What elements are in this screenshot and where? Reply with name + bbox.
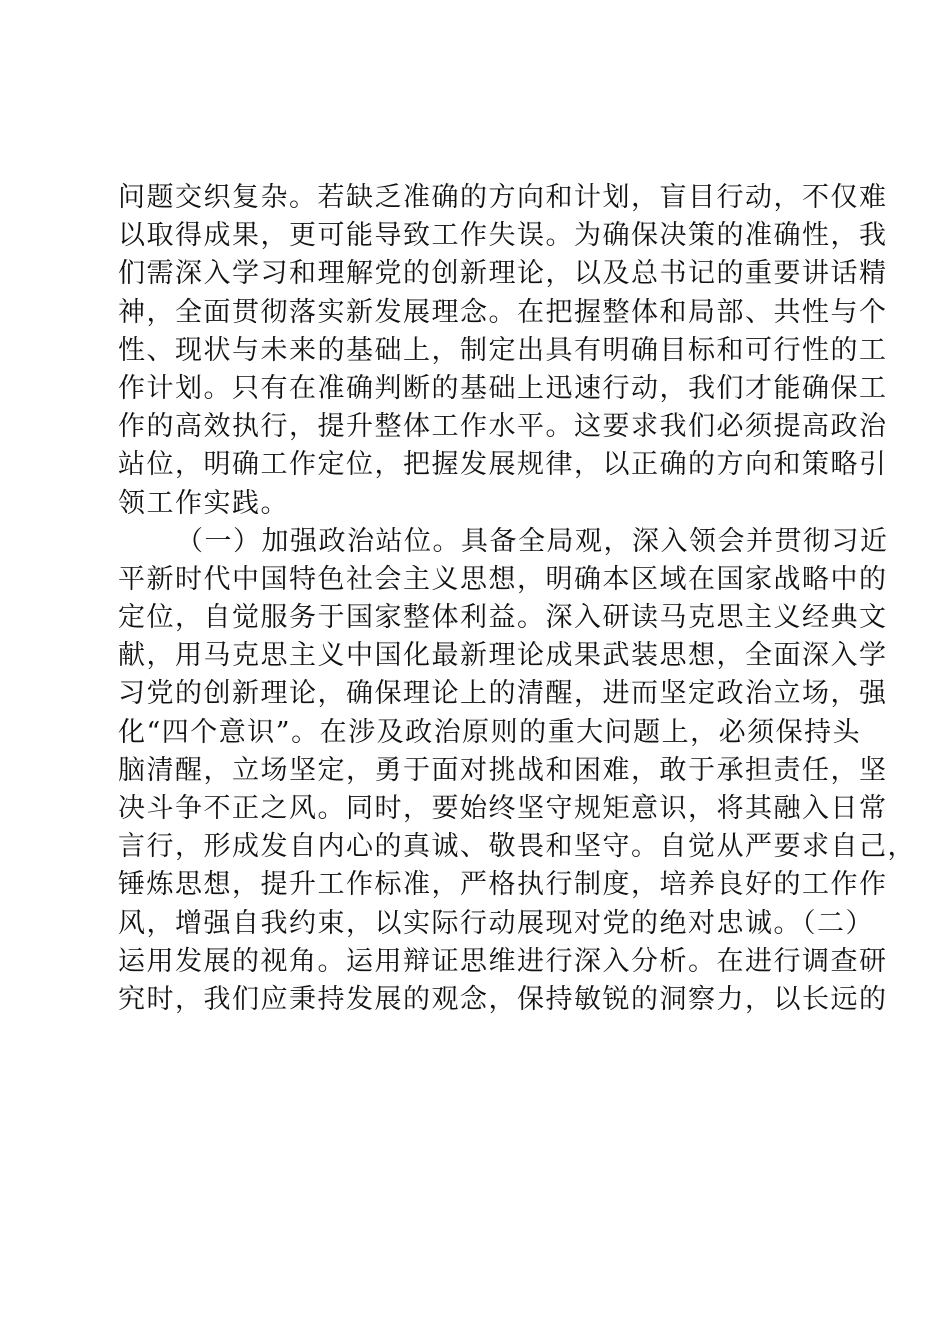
text-line: 运用发展的视角。运用辩证思维进行深入分析。在进行调查研 [118,945,888,977]
section-heading-line: （一）加强政治站位。具备全局观，深入领会并贯彻习近 [176,525,889,557]
text-line: 们需深入学习和理解党的创新理论，以及总书记的重要讲话精 [118,258,888,290]
text-line: 作的高效执行，提升整体工作水平。这要求我们必须提高政治 [118,411,888,443]
text-line: 定位，自觉服务于国家整体利益。深入研读马克思主义经典文 [118,602,888,634]
text-line: 锤炼思想，提升工作标准，严格执行制度，培养良好的工作作 [118,869,888,901]
text-line: 决斗争不正之风。同时，要始终坚守规矩意识，将其融入日常 [118,793,888,824]
text-line: 风，增强自我约束，以实际行动展现对党的绝对忠诚。（二） [118,907,874,939]
text-line: 献，用马克思主义中国化最新理论成果武装思想，全面深入学 [118,640,888,672]
text-line: 性、现状与未来的基础上，制定出具有明确目标和可行性的工 [118,334,888,366]
text-line: 化“四个意识”。在涉及政治原则的重大问题上，必须保持头 [118,716,862,748]
text-line: 脑清醒，立场坚定，勇于面对挑战和困难，敢于承担责任，坚 [118,754,888,786]
text-line: 问题交织复杂。若缺乏准确的方向和计划，盲目行动，不仅难 [118,182,888,213]
text-line: 以取得成果，更可能导致工作失误。为确保决策的准确性，我 [118,220,888,252]
text-line: 作计划。只有在准确判断的基础上迅速行动，我们才能确保工 [118,372,888,404]
text-line: 究时，我们应秉持发展的观念，保持敏锐的洞察力，以长远的 [118,983,888,1015]
text-line: 平新时代中国特色社会主义思想，明确本区域在国家战略中的 [118,563,888,595]
text-line: 言行，形成发自内心的真诚、敬畏和坚守。自觉从严要求自己， [118,831,916,863]
text-line: 习党的创新理论，确保理论上的清醒，进而坚定政治立场，强 [118,678,888,710]
text-line: 神，全面贯彻落实新发展理念。在把握整体和局部、共性与个 [118,296,888,328]
text-line: 领工作实践。 [118,487,289,519]
body-text [118,179,916,1019]
text-line: 站位，明确工作定位，把握发展规律，以正确的方向和策略引 [118,449,888,481]
